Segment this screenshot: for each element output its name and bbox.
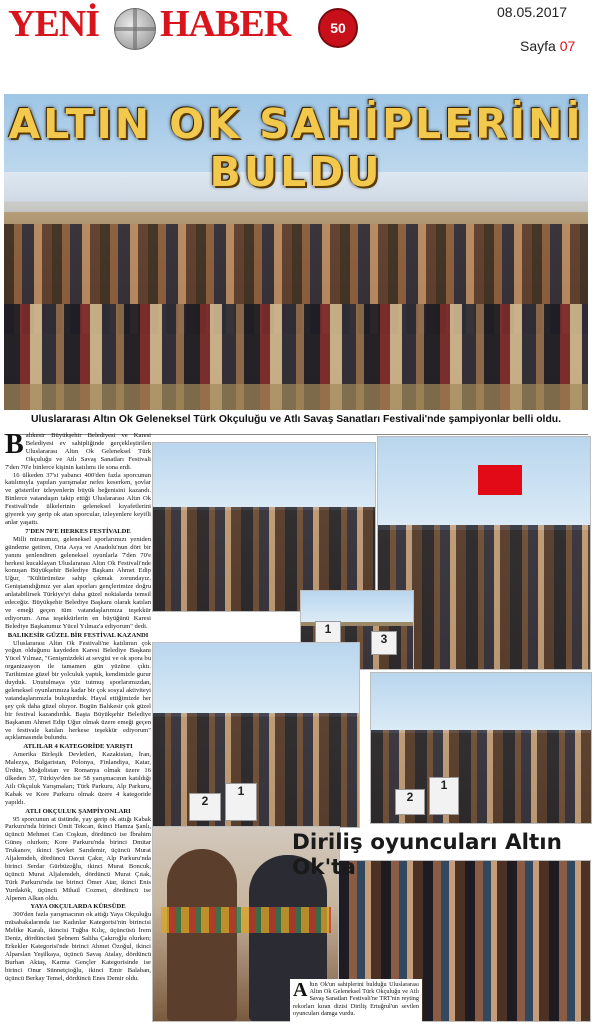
podium-second: 2 — [189, 793, 221, 821]
podium-second: 2 — [395, 789, 425, 815]
article-paragraph: Milli mirasımızı, geleneksel sporlarımızı yeniden gündeme getiren, Orta Asya ve Anadolu'nun dört bir yanını şenlendiren geleneksel oyunlarla 7'den 70'e herkesi kucaklayan Uluslararası Altın Ok Festivali'nde konuşan Büyükşehir Belediye Başkanı Ahmet Edip Uğur, "Kültürümüze sahip çıkmak zorundayız. Geniştanıdığımız yer alan sporları gençlerimize doğru anlatabilirsek Türkiye'yi daha güzel noktalarda temsil edeceğiz. Büyükşehir Belediye Başkanı olarak katılan ve emeği geçen tüm vatandaşlarımıza teşekkür ediyorum. Ama teşekkürlerin en büyüğünü Karesi Belediye Başkanımız Yücel Yılmaz'a ediyorum" dedi. — [5, 535, 151, 630]
section-heading: ATLILAR 4 KATEGORİDE YARIŞTI — [23, 743, 133, 751]
article-paragraph: 16 ülkeden 37'si yabancı 400'den fazla sporcunun katılımıyla yapılan yarışmalar nefes keserken, şovlar ve gösteriler izleyenlerin büyük beğenisini kazandı. Binlerce vatandaşın takip ettiği Uluslararası Altın Ok Festivali'nde ülkelerinin geleneksel kıyafetlerini giyerek yay gerip ok atan sporcular, izleyenlere keyifli anlar yaşattı. — [5, 471, 151, 526]
page-label: Sayfa — [520, 38, 556, 54]
issue-date: 08.05.2017 — [497, 4, 568, 20]
subtitle: Uluslararası Altın Ok Geleneksel Türk Okçuluğu ve Atlı Savaş Sanatları Festivali'nde şampiyonlar belli oldu. — [30, 414, 562, 425]
photo-caption: Altın Ok'un sahiplerini bulduğu Uluslararası Altın Ok Geleneksel Türk Okçuluğu ve Atlı Savaş Sanatları Festivali'ne TRT'nin reyting rekorları kıran dizisi Diriliş Ertuğrul'un sevilen oyuncuları damga vurdu. — [290, 979, 422, 1027]
headline: ALTIN OK SAHİPLERİNİ BULDU — [8, 100, 584, 196]
section-heading: YAYA OKÇULARDA KÜRSÜDE — [30, 903, 126, 911]
page-indicator — [520, 38, 575, 54]
podium-photo — [152, 642, 360, 828]
award-photo — [152, 442, 376, 612]
article-body — [5, 432, 151, 1020]
section-heading: 7'DEN 70'E HERKES FESTİVALDE — [25, 527, 131, 535]
dropcap: A — [293, 979, 308, 1001]
section-title: Diriliş oyuncuları Altın Ok'ta — [292, 830, 562, 880]
article-paragraph: 300'den fazla yarışmacının ok attığı Yaya Okçuluğu müsabakalarında ise Kadınlar Kategorisi'nin birincisi Melike Karalı, ikincisi Tuğba Kılıç, üçüncüsü İrem Deniz, dördüncüsü Şebnem Saliha Çakıroğlu olurken; Erkekler Kategorisi'nde birinci Ahmet Özoğul, ikinci Alparslan Yeşilkaya, üçüncü Savaş Atalay, dördüncü Burhan Aktaş, Karma Gençler Kategorisinde ise birinci Onur Sünnetçioğlu, ikinci Emir Balaban, üçüncü Berkay Temel, dördüncü Enes Demir oldu. — [5, 911, 151, 982]
article-paragraph: Amerika Birleşik Devletleri, Kazakistan, İran, Malezya, Bulgaristan, Polonya, Finlandiya, Katar, Ürdün, Moğolistan ve Romanya olmak üzere 16 ülkeden 37, Türkiye'den ise 58 yarışmacının katıldığı Atlı Okçuluk Yarışmaları; Türk Parkuru, Alp Parkuru, Kabak ve Kore Parkuru olmak üzere 4 kategoride yapıldı. — [5, 751, 151, 806]
logo-haber: HABER — [160, 3, 291, 45]
subtitle-bar — [4, 412, 588, 434]
section-heading: ATLI OKÇULUK ŞAMPİYONLARI — [25, 807, 131, 815]
article-intro: Balıkesir Büyükşehir Belediyesi ve Karesi Belediyesi ev sahipliğinde gerçekleştirilen Uluslararası Altın Ok Geleneksel Türk Okçuluğu ve Atlı Savaş Sanatları Festivali 7'den 70'e binlerce kişinin katılımı ile sona erdi. — [5, 432, 151, 471]
dropcap: B — [5, 432, 24, 460]
globe-icon — [114, 8, 156, 50]
article-paragraph: Uluslararası Altın Ok Festivali'ne katılımın çok yoğun olduğunu kaydeden Karesi Belediye Başkanı Yücel Yılmaz, "Genişmizdeki at sevgisi ve ok spora bu organizasyon ile tamamen gün yüzüne çıktı. Tarihimize güzel bir yolculuk yaptık, kendimizle gurur duyduk. Unutulmaya yüz tutmuş sporlarımızdan, geleneksel oyunlarımıza kadar bir çok sosyal aktiviteyi vatandaşlarımızla buluşturduk. Hayal ettiğimizde her şey çok daha güzel oluyor. Bugün Balıkesir çok güzel bir festival kazandırdık. Başta Büyükşehir Belediye Başkanım Ahmet Edip Uğur olmak üzere emeği geçen ve festivale katılan herkese teşekkür ediyorum" açıklamasında bulundu. — [5, 639, 151, 742]
article-paragraph: 95 sporcunun at üstünde, yay gerip ok attığı Kabak Parkuru'nda birinci Ümit Tekcan, ikinci Hamza Şanlı, üçüncü Mehmet Can Coşkun, dördüncü ise İbrahim Güneş olurken; Kore Parkuru'nda birinci Dmitar Trukanov, ikinci Şevket Sarıdemir, üçüncü Murat Aljalemdeh, dördüncü Davut Çakır, Alp Parkuru'nda birinci Serdar Gürbüzoğlu, ikinci Murat Boncuk, üçüncü Murat Aljalemdeh, dördüncü Murat Çıtak, Türk Parkuru'nda ise birinci Ömer Atar, ikinci Enis Yurdakök, üçüncü Mihail Cozmei, dördüncü ise Alperen Alkan oldu. — [5, 815, 151, 902]
section-heading: BALIKESİR GÜZEL BİR FESTİVAL KAZANDI — [7, 631, 149, 639]
podium-first: 1 — [315, 621, 341, 653]
anniversary-badge: 50 — [318, 8, 358, 48]
podium-first: 1 — [225, 783, 257, 821]
masthead — [0, 0, 595, 60]
podium-third: 3 — [371, 631, 397, 655]
logo-yeni: YENİ — [8, 3, 100, 45]
podium-first: 1 — [429, 777, 459, 815]
flag-icon — [478, 465, 522, 495]
page-number: 07 — [559, 38, 576, 54]
podium-photo — [370, 672, 592, 824]
